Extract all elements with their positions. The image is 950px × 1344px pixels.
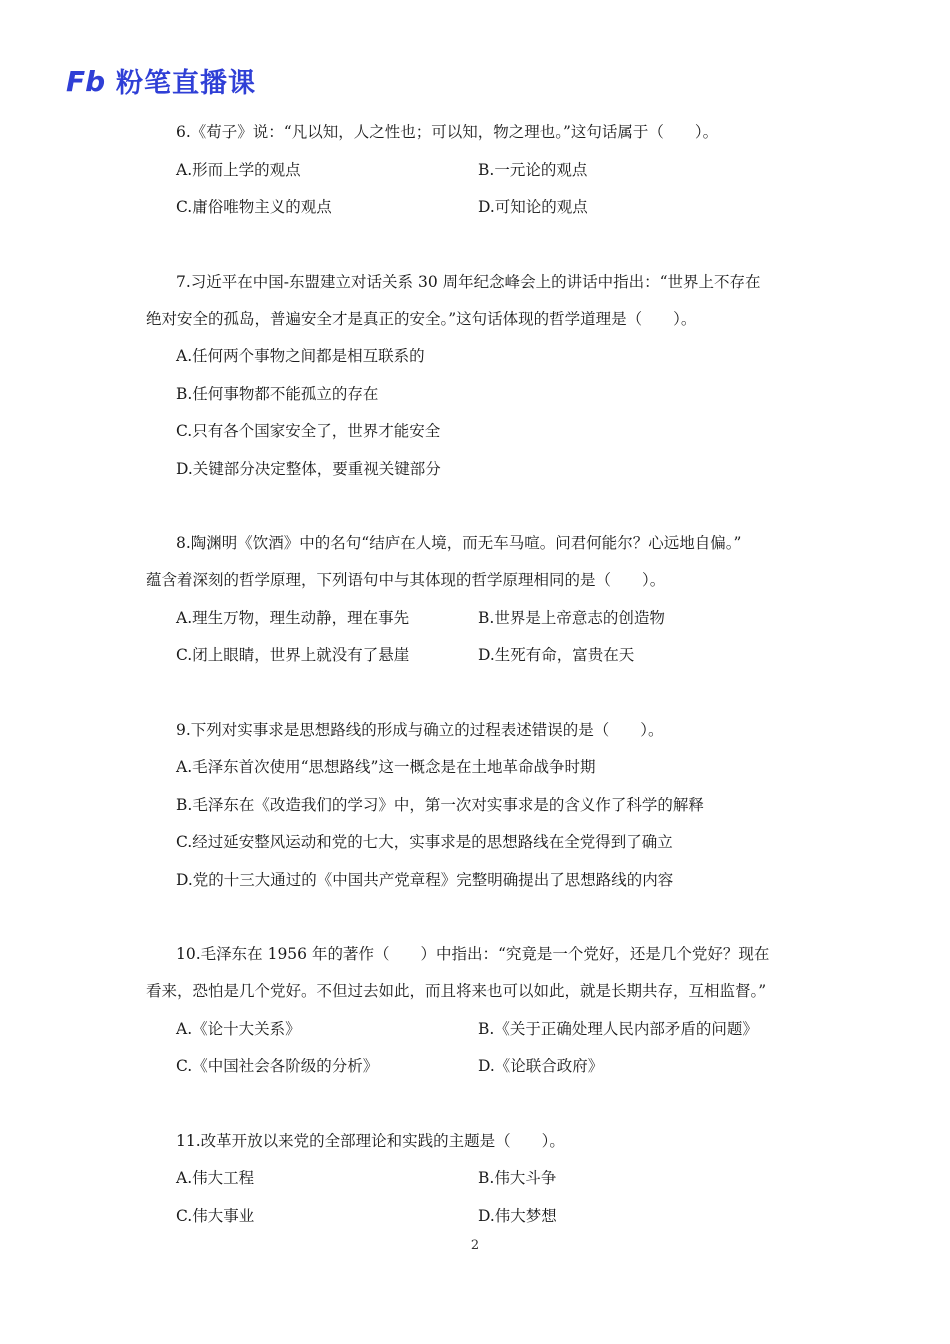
fenbi-logo-icon	[66, 65, 110, 95]
question-11-option-d: D.伟大梦想	[478, 1207, 557, 1225]
question-9-option-c: C.经过延安整风运动和党的七大，实事求是的思想路线在全党得到了确立	[176, 833, 673, 851]
question-7-option-c: C.只有各个国家安全了，世界才能安全	[176, 422, 441, 440]
question-10-option-c: C.《中国社会各阶级的分析》	[176, 1057, 379, 1075]
logo-text: 粉笔直播课	[116, 67, 256, 99]
question-11-option-a: A.伟大工程	[176, 1169, 255, 1187]
question-6-option-b: B.一元论的观点	[478, 161, 588, 179]
logo-mark-text: Fb	[66, 65, 106, 95]
question-8-stem-line-2: 蕴含着深刻的哲学原理，下列语句中与其体现的哲学原理相同的是（ ）。	[146, 571, 666, 589]
brand-logo	[66, 60, 256, 100]
question-10-option-d: D.《论联合政府》	[478, 1057, 604, 1075]
page-number: 2	[470, 1238, 480, 1253]
question-10-option-a: A.《论十大关系》	[176, 1020, 301, 1038]
question-7-stem-line-1: 7.习近平在中国-东盟建立对话关系 30 周年纪念峰会上的讲话中指出：“世界上不存在	[176, 273, 761, 291]
question-8-option-a: A.理生万物，理生动静，理在事先	[176, 609, 410, 627]
question-11-stem-line-1: 11.改革开放以来党的全部理论和实践的主题是（ ）。	[176, 1132, 565, 1150]
question-10-stem-line-2: 看来，恐怕是几个党好。不但过去如此，而且将来也可以如此，就是长期共存，互相监督。”	[146, 982, 767, 1000]
question-8-option-c: C.闭上眼睛，世界上就没有了悬崖	[176, 646, 410, 664]
question-7-stem-line-2: 绝对安全的孤岛，普遍安全才是真正的安全。”这句话体现的哲学道理是（ ）。	[146, 310, 697, 328]
question-10-option-b: B.《关于正确处理人民内部矛盾的问题》	[478, 1020, 758, 1038]
question-6-option-a: A.形而上学的观点	[176, 161, 301, 179]
question-7-option-a: A.任何两个事物之间都是相互联系的	[176, 347, 425, 365]
question-8-option-b: B.世界是上帝意志的创造物	[478, 609, 665, 627]
question-9-option-a: A.毛泽东首次使用“思想路线”这一概念是在土地革命战争时期	[176, 758, 596, 776]
question-9-option-d: D.党的十三大通过的《中国共产党章程》完整明确提出了思想路线的内容	[176, 871, 674, 889]
question-8-option-d: D.生死有命，富贵在天	[478, 646, 635, 664]
question-6-stem-line-1: 6.《荀子》说：“凡以知，人之性也；可以知，物之理也。”这句话属于（ ）。	[176, 123, 719, 141]
question-10-stem-line-1: 10.毛泽东在 1956 年的著作（ ）中指出：“究竟是一个党好，还是几个党好？现在	[176, 945, 770, 963]
question-9-option-b: B.毛泽东在《改造我们的学习》中，第一次对实事求是的含义作了科学的解释	[176, 796, 704, 814]
question-11-option-c: C.伟大事业	[176, 1207, 255, 1225]
question-8-stem-line-1: 8.陶渊明《饮酒》中的名句“结庐在人境，而无车马喧。问君何能尔？心远地自偏。”	[176, 534, 742, 552]
question-6-option-d: D.可知论的观点	[478, 198, 588, 216]
question-7-option-b: B.任何事物都不能孤立的存在	[176, 385, 379, 403]
question-9-stem-line-1: 9.下列对实事求是思想路线的形成与确立的过程表述错误的是（ ）。	[176, 721, 664, 739]
question-11-option-b: B.伟大斗争	[478, 1169, 557, 1187]
question-6-option-c: C.庸俗唯物主义的观点	[176, 198, 332, 216]
question-7-option-d: D.关键部分决定整体，要重视关键部分	[176, 460, 441, 478]
